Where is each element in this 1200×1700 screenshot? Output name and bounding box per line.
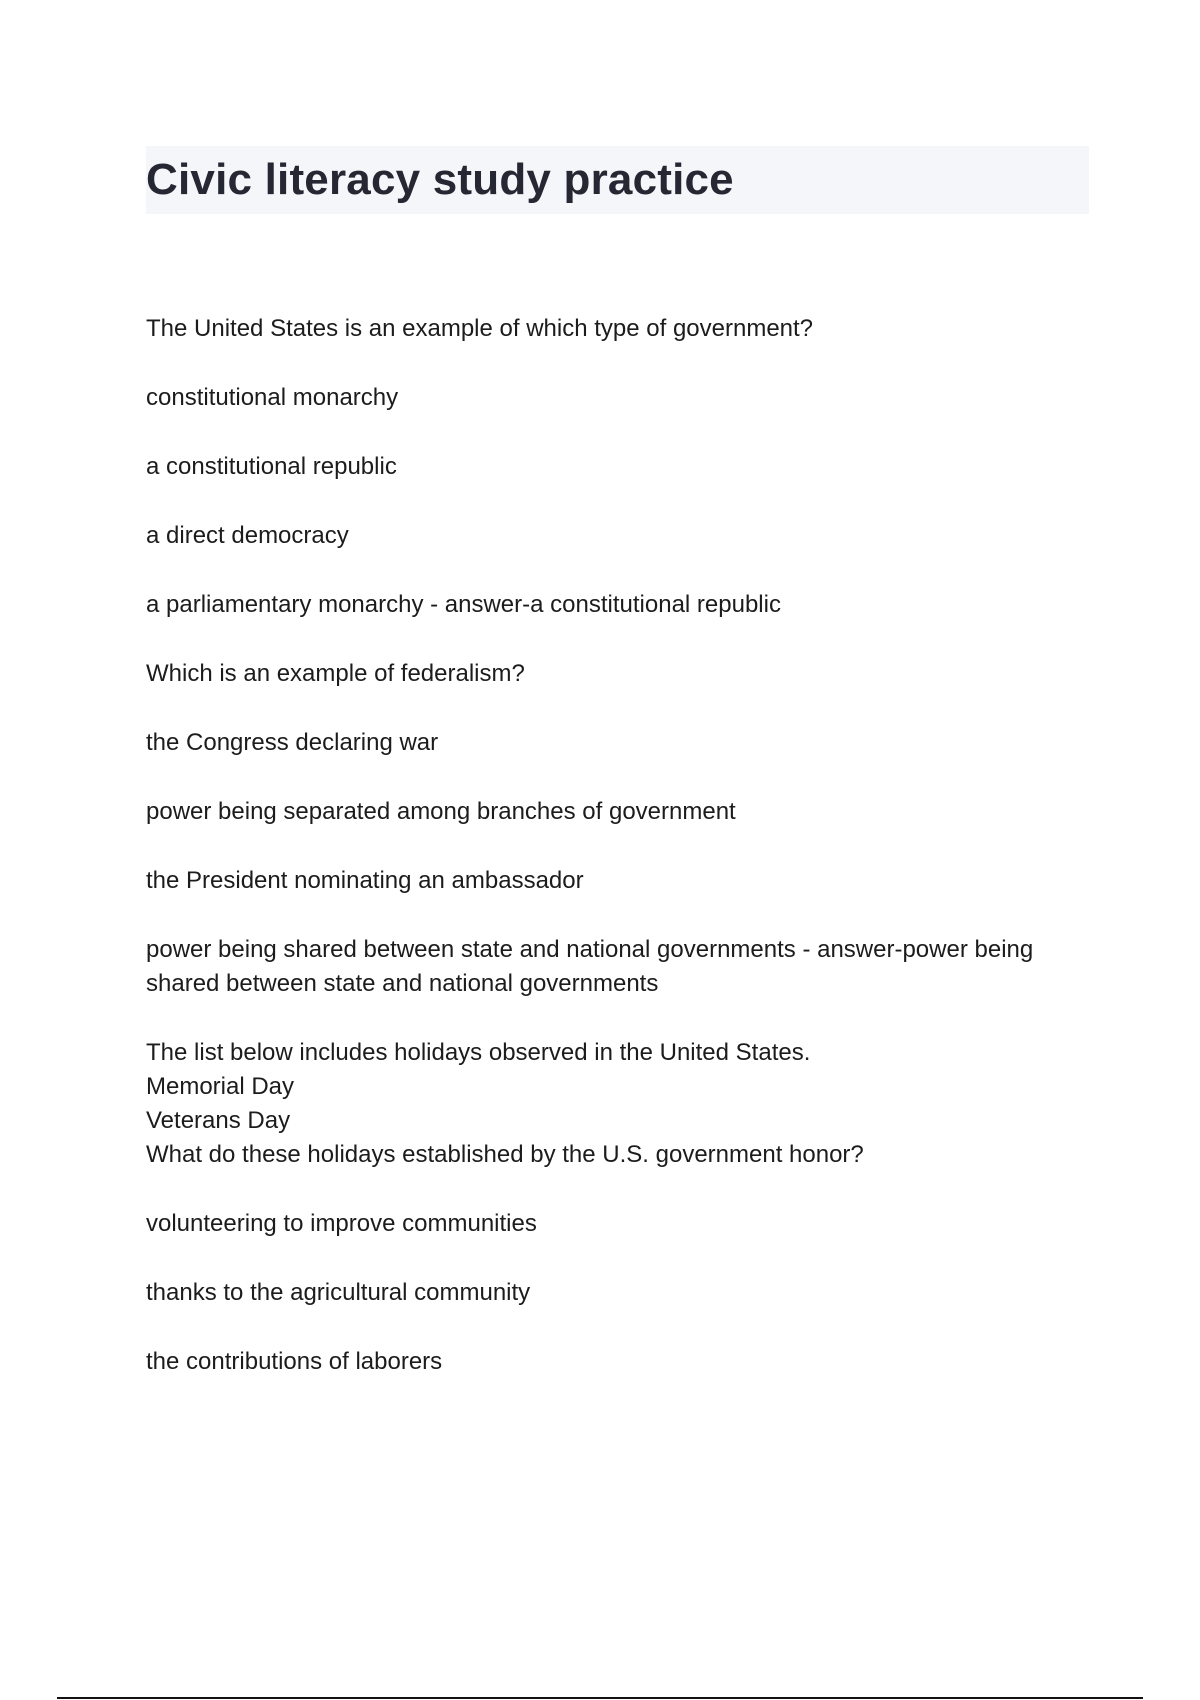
question-text: Which is an example of federalism? bbox=[146, 660, 525, 687]
page-title: Civic literacy study practice bbox=[146, 155, 734, 204]
answer-option: thanks to the agricultural community bbox=[146, 1279, 531, 1306]
holiday-question-block bbox=[146, 1036, 1076, 1172]
answer-option-with-answer: power being shared between state and national governments - answer-power being shared between state and national governments bbox=[146, 936, 1034, 997]
document-body bbox=[146, 312, 1076, 1414]
holiday-item: Veterans Day bbox=[146, 1107, 291, 1134]
holiday-question: What do these holidays established by the U.S. government honor? bbox=[146, 1141, 864, 1168]
footer-divider bbox=[57, 1697, 1143, 1699]
answer-option: a direct democracy bbox=[146, 522, 349, 549]
answer-option: power being separated among branches of government bbox=[146, 798, 736, 825]
answer-option-with-answer: a parliamentary monarchy - answer-a constitutional republic bbox=[146, 591, 781, 618]
question-text: The United States is an example of which type of government? bbox=[146, 315, 814, 342]
holiday-item: Memorial Day bbox=[146, 1073, 295, 1100]
answer-option: a constitutional republic bbox=[146, 453, 397, 480]
answer-option: volunteering to improve communities bbox=[146, 1210, 537, 1237]
answer-option: the President nominating an ambassador bbox=[146, 867, 584, 894]
answer-option: the contributions of laborers bbox=[146, 1348, 443, 1375]
answer-option: the Congress declaring war bbox=[146, 729, 439, 756]
answer-option: constitutional monarchy bbox=[146, 384, 399, 411]
holiday-intro: The list below includes holidays observed in the United States. bbox=[146, 1039, 811, 1066]
